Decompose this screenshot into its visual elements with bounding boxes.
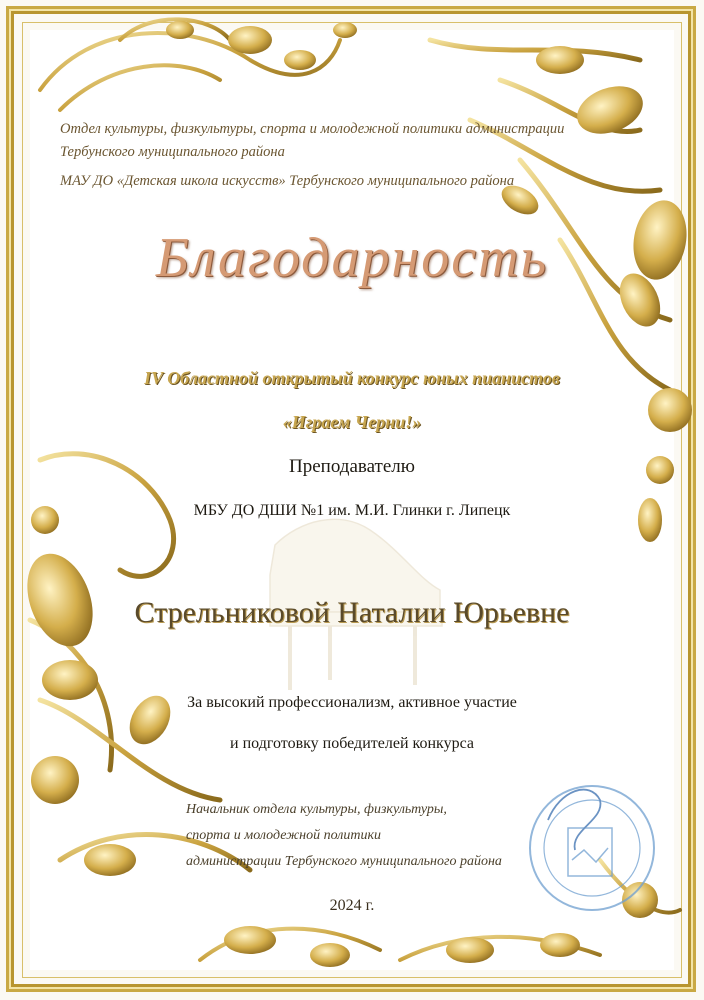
signatory-title-3: администрации Тербунского муниципального района — [186, 854, 502, 869]
signatory-title-2: спорта и молодежной политики — [186, 828, 381, 843]
contest-name: IV Областной открытый конкурс юных пианистов — [144, 368, 560, 388]
contest-motto: «Играем Черни!» — [282, 412, 422, 432]
reason-line-1: За высокий профессионализм, активное участие — [187, 694, 517, 711]
recipient-name: Стрельниковой Наталии Юрьевне — [134, 596, 570, 629]
recipient-institution: МБУ ДО ДШИ №1 им. М.И. Глинки г. Липецк — [193, 502, 511, 519]
official-stamp — [530, 786, 654, 910]
reason-line-2: и подготовку победителей конкурса — [230, 735, 474, 752]
certificate-year: 2024 г. — [329, 897, 375, 914]
signatory-title-1: Начальник отдела культуры, физкультуры, — [186, 802, 447, 817]
organization-district: Тербунского муниципального района — [60, 144, 285, 160]
recipient-role: Преподавателю — [289, 456, 415, 477]
school-name: МАУ ДО «Детская школа искусств» Тербунского муниципального района — [60, 173, 515, 189]
organization-line: Отдел культуры, физкультуры, спорта и молодежной политики администрации — [60, 121, 565, 137]
certificate-title: Благодарность — [155, 227, 549, 289]
